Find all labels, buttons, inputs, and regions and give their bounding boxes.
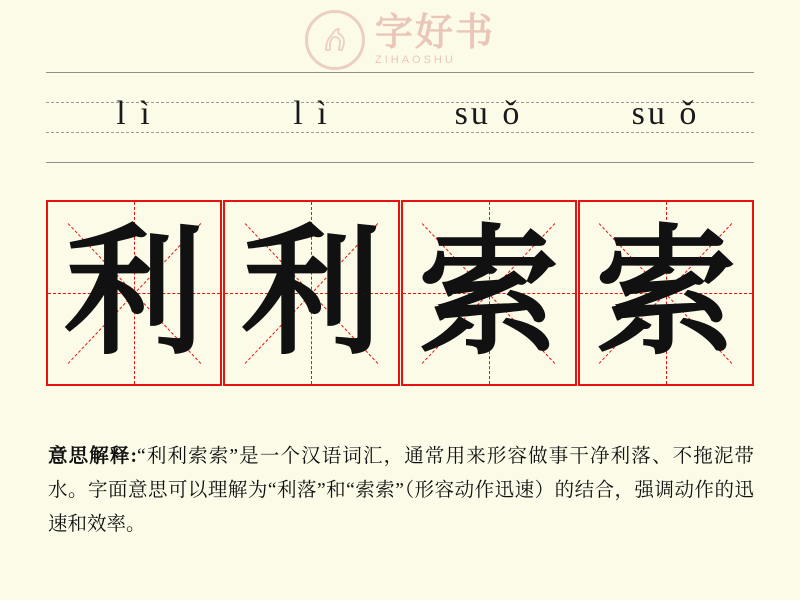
explanation-block bbox=[48, 440, 754, 542]
explanation-text: “利利索索”是一个汉语词汇，通常用来形容做事干净利落、不拖泥带水。字面意思可以理解为“利落”和“索索”（形容动作迅速）的结合，强调动作的迅速和效率。 bbox=[48, 446, 754, 536]
pinyin-cell-3: su ǒ bbox=[454, 95, 523, 132]
character-glyph: 利 bbox=[241, 211, 382, 375]
character-cell-1 bbox=[46, 200, 222, 386]
explanation-label: 意思解释: bbox=[48, 446, 138, 467]
logo-text bbox=[375, 14, 495, 66]
horse-seal-icon bbox=[305, 10, 365, 70]
character-glyph: 利 bbox=[64, 211, 205, 375]
pinyin-cell-2: l ì bbox=[293, 95, 330, 132]
pinyin-row bbox=[46, 72, 754, 164]
pinyin-staff bbox=[46, 72, 754, 164]
pinyin-cell-1: l ì bbox=[116, 95, 153, 132]
character-cell-4 bbox=[578, 200, 754, 386]
character-grid bbox=[46, 200, 754, 386]
character-cell-3 bbox=[401, 200, 577, 386]
logo-chinese-name: 字好书 bbox=[374, 12, 495, 54]
logo-pinyin-name: ZIHAOSHU bbox=[374, 54, 456, 66]
pinyin-cell-4: su ǒ bbox=[631, 95, 700, 132]
character-cell-2 bbox=[223, 200, 399, 386]
character-glyph: 索 bbox=[418, 211, 559, 375]
character-glyph: 索 bbox=[595, 211, 736, 375]
site-logo bbox=[0, 8, 800, 72]
